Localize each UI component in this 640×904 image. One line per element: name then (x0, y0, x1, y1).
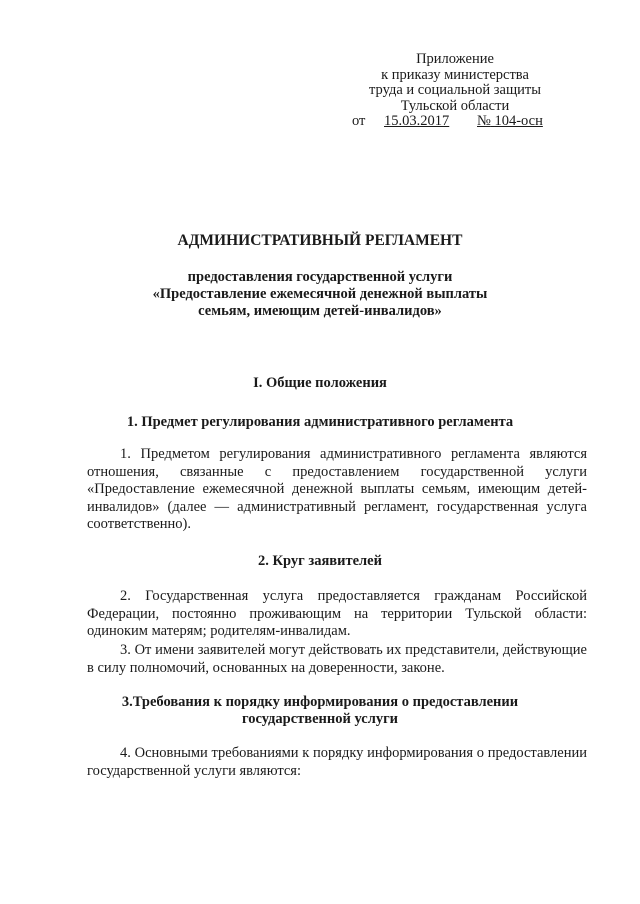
subsection-heading-1: 1. Предмет регулирования административного регламента (126, 414, 514, 430)
appendix-line: к приказу министерства (381, 66, 529, 83)
order-number (477, 113, 543, 129)
subsection-heading-3 (0, 694, 640, 728)
subsection-heading-2: 2. Круг заявителей (258, 553, 382, 569)
section-heading: I. Общие положения (253, 375, 387, 391)
paragraph-2: 2. Государственная услуга предоставляется гражданам Российской Федерации, постоянно проживающим на территории Тульской области: одиноким матерям; родителям-инвалидам. (87, 588, 587, 639)
document-subtitle (0, 269, 640, 320)
order-date: 15.03.2017 (384, 113, 450, 129)
order-number-value: 104-осн (494, 113, 543, 129)
heading-line: государственной услуги (241, 711, 399, 727)
subtitle-line: «Предоставление ежемесячной денежной выплаты (152, 286, 488, 302)
order-from-label: от (352, 113, 366, 129)
document-title: АДМИНИСТРАТИВНЫЙ РЕГЛАМЕНТ (177, 232, 463, 249)
number-sign: № (477, 113, 491, 129)
subtitle-line: семьям, имеющим детей-инвалидов» (198, 303, 442, 319)
appendix-line: Приложение (416, 51, 494, 67)
paragraph-3: 3. От имени заявителей могут действовать их представители, действующие в силу полномочий, основанных на доверенности, законе. (87, 642, 587, 676)
appendix-line: Тульской области (400, 97, 510, 114)
paragraph-1: 1. Предметом регулирования административного регламента являются отношения, связанные с предоставлением государственной услуги «Предоставление ежемесячной денежной выплаты семьям, имеющим детей-инвалидов» (далее — административный регламент, государственная услуга соответственно). (87, 446, 587, 532)
heading-line: 3.Требования к порядку информирования о предоставлении (121, 694, 519, 710)
order-reference (352, 113, 552, 129)
appendix-line: труда и социальной защиты (369, 82, 541, 98)
subtitle-line: предоставления государственной услуги (187, 269, 453, 285)
appendix-block (340, 52, 570, 114)
paragraph-4: 4. Основными требованиями к порядку информирования о предоставлении государственной услуги являются: (87, 745, 587, 779)
